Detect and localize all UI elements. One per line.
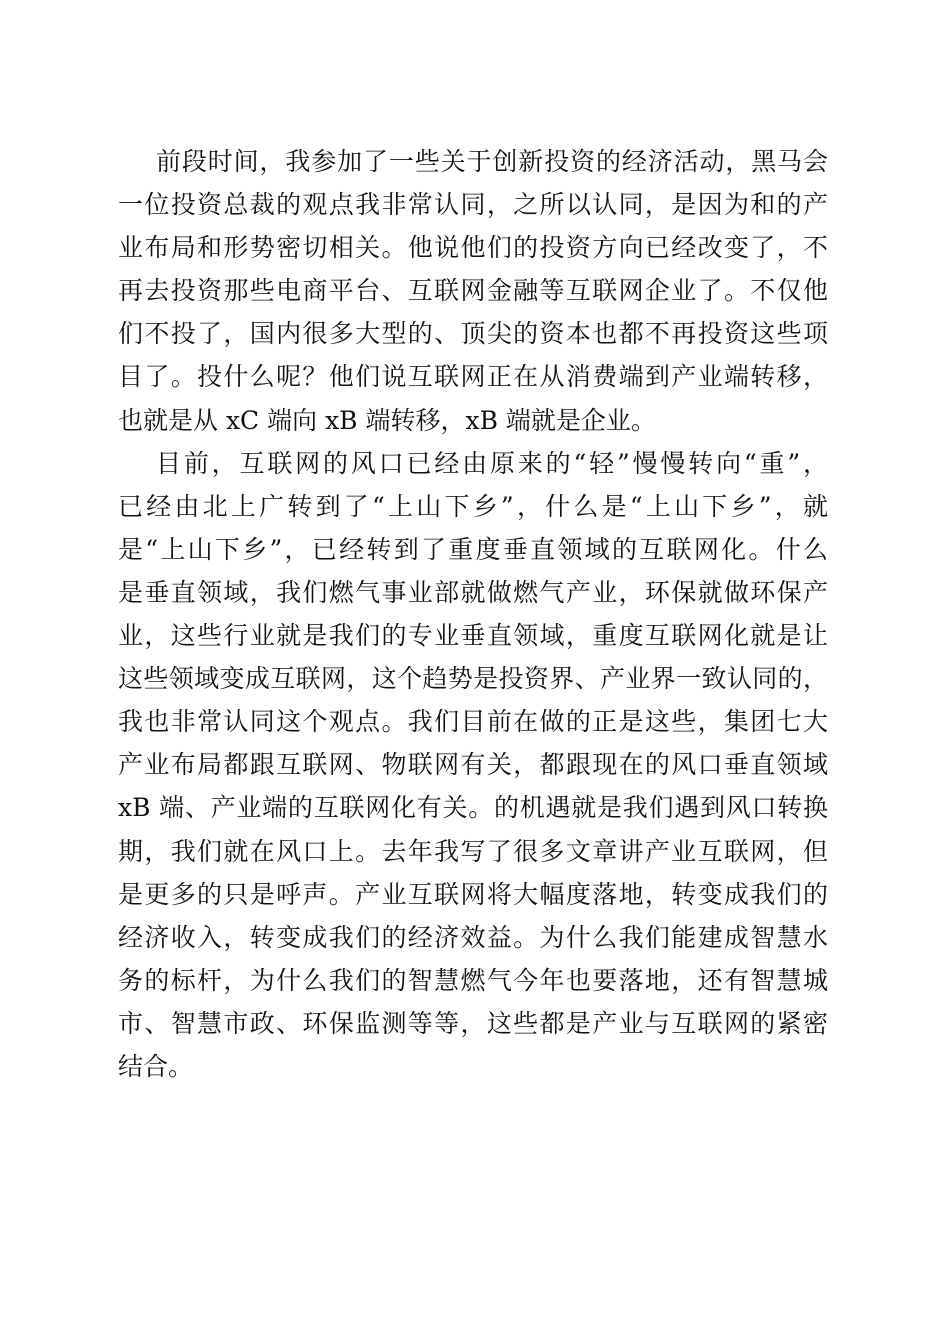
paragraph-2-line: 我也非常认同这个观点。我们目前在做的正是这些，集团七大: [118, 707, 828, 737]
paragraph-2-line: 产业布局都跟互联网、物联网有关，都跟现在的风口垂直领域: [118, 750, 828, 780]
body-text: [118, 140, 828, 1088]
paragraph-2-line: 这些领域变成互联网，这个趋势是投资界、产业界一致认同的，: [118, 664, 828, 694]
paragraph-1-line: 也就是从 xC 端向 xB 端转移，xB 端就是企业。: [118, 405, 656, 435]
paragraph-1-line: 前段时间，我参加了一些关于创新投资的经济活动，黑马会: [156, 147, 828, 176]
paragraph-1-line: 们不投了，国内很多大型的、顶尖的资本也都不再投资这些项: [118, 319, 828, 349]
paragraph-2-line: 已经由北上广转到了“上山下乡”，什么是“上山下乡”，就: [118, 491, 828, 521]
paragraph-2-line: 务的标杆，为什么我们的智慧燃气今年也要落地，还有智慧城: [118, 965, 828, 995]
paragraph-2-line: 是“上山下乡”，已经转到了重度垂直领域的互联网化。什么: [118, 534, 828, 564]
paragraph-1-line: 再去投资那些电商平台、互联网金融等互联网企业了。不仅他: [118, 276, 828, 306]
paragraph-1-line: 一位投资总裁的观点我非常认同，之所以认同，是因为和的产: [118, 190, 828, 220]
paragraph-2-line: 结合。: [118, 1051, 194, 1081]
paragraph-2-line: 目前，互联网的风口已经由原来的“轻”慢慢转向“重”，: [156, 448, 828, 478]
paragraph-2-line: 期，我们就在风口上。去年我写了很多文章讲产业互联网，但: [118, 836, 828, 866]
paragraph-2-line: 市、智慧市政、环保监测等等，这些都是产业与互联网的紧密: [118, 1008, 828, 1038]
paragraph-2-line: xB 端、产业端的互联网化有关。的机遇就是我们遇到风口转换: [118, 793, 828, 823]
paragraph-1-line: 目了。投什么呢？他们说互联网正在从消费端到产业端转移，: [118, 362, 828, 392]
paragraph-2-line: 经济收入，转变成我们的经济效益。为什么我们能建成智慧水: [118, 922, 828, 952]
paragraph-2-line: 是更多的只是呼声。产业互联网将大幅度落地，转变成我们的: [118, 879, 828, 909]
paragraph-1-line: 业布局和形势密切相关。他说他们的投资方向已经改变了，不: [118, 233, 828, 263]
paragraph-2-line: 业，这些行业就是我们的专业垂直领域，重度互联网化就是让: [118, 621, 828, 651]
paragraph-2-line: 是垂直领域，我们燃气事业部就做燃气产业，环保就做环保产: [118, 577, 828, 607]
